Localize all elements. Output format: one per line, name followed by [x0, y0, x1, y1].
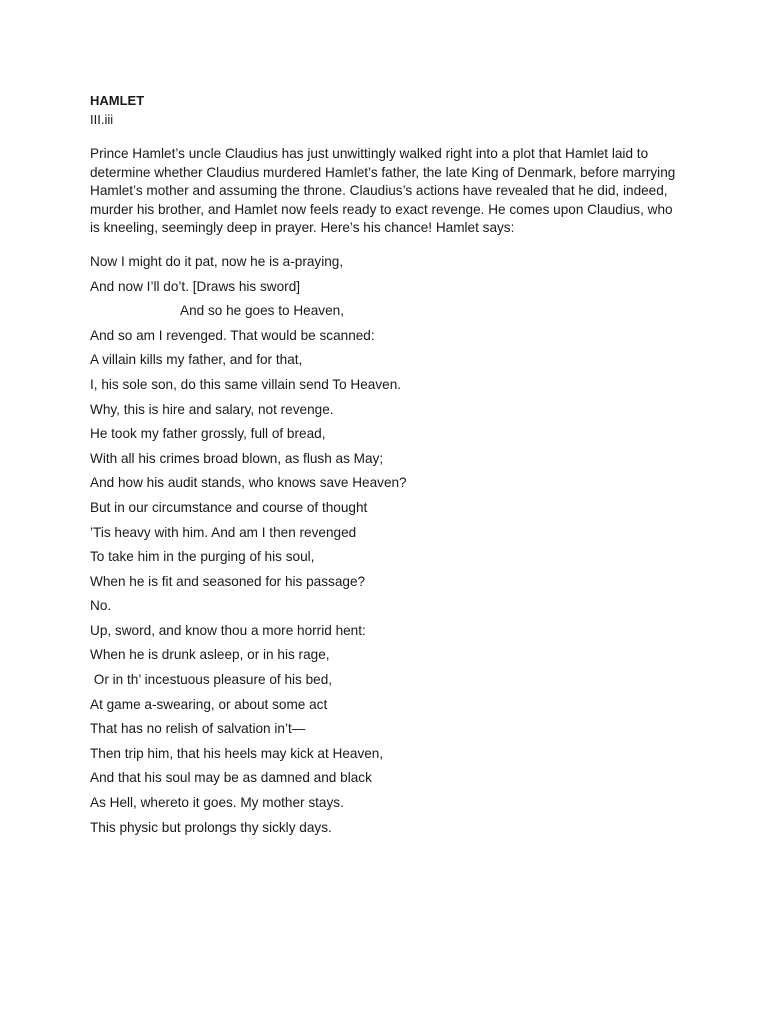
- verse-line: When he is drunk asleep, or in his rage,: [90, 647, 330, 663]
- verse-line: No.: [90, 598, 112, 614]
- verse-line: Or in th’ incestuous pleasure of his bed,: [90, 672, 333, 688]
- verse-line: And that his soul may be as damned and black: [90, 770, 372, 786]
- verse-line: That has no relish of salvation in’t—: [90, 721, 306, 737]
- scene-reference: III.iii: [90, 112, 114, 127]
- verse-line: And now I’ll do’t. [Draws his sword]: [90, 278, 301, 294]
- verse-line: A villain kills my father, and for that,: [90, 352, 303, 368]
- verse-line: He took my father grossly, full of bread,: [90, 426, 326, 442]
- verse-line: And so am I revenged. That would be scanned:: [90, 327, 375, 343]
- intro-paragraph: Prince Hamlet’s uncle Claudius has just unwittingly walked right into a plot that Hamlet laid to determine whether Claudius murdered Hamlet’s father, the late King of Denmark, before marrying Hamlet’s mother and assuming the throne. Claudius’s actions have revealed that he did, indeed, murder his brother, and Hamlet now feels ready to exact revenge. He comes upon Claudius, who is kneeling, seemingly deep in prayer. Here’s his chance! Hamlet says:: [90, 146, 676, 236]
- verse-line: Up, sword, and know thou a more horrid hent:: [90, 622, 366, 638]
- verse-line: And how his audit stands, who knows save Heaven?: [90, 475, 407, 491]
- verse-line: But in our circumstance and course of thought: [90, 499, 368, 515]
- verse-line: ’Tis heavy with him. And am I then revenged: [90, 524, 357, 540]
- verse-line: This physic but prolongs thy sickly days.: [90, 819, 332, 835]
- verse-line: With all his crimes broad blown, as flush as May;: [90, 450, 384, 466]
- verse-line: Why, this is hire and salary, not revenge.: [90, 401, 334, 417]
- verse-line: And so he goes to Heaven,: [180, 303, 344, 319]
- verse-line: I, his sole son, do this same villain send To Heaven.: [90, 376, 402, 392]
- verse-line: Then trip him, that his heels may kick at Heaven,: [90, 745, 384, 761]
- verse-line: When he is fit and seasoned for his passage?: [90, 573, 366, 589]
- verse-line: As Hell, whereto it goes. My mother stays.: [90, 795, 344, 811]
- verse-line: To take him in the purging of his soul,: [90, 549, 315, 565]
- verse-block: [90, 250, 680, 840]
- verse-line: At game a-swearing, or about some act: [90, 696, 328, 712]
- verse-line: Now I might do it pat, now he is a-praying,: [90, 253, 344, 269]
- document-page: [90, 92, 680, 840]
- document-title: HAMLET: [90, 93, 145, 108]
